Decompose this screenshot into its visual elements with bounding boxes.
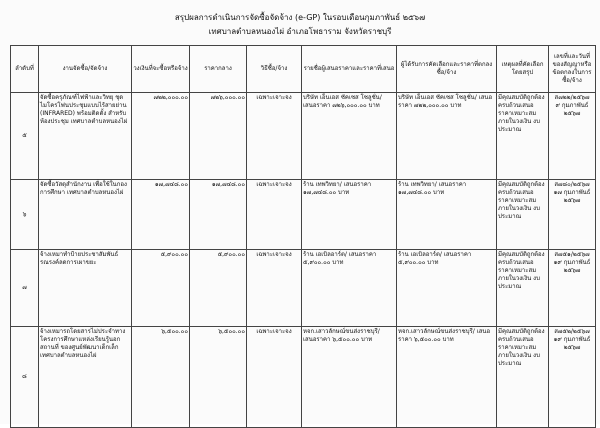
row-method: เฉพาะเจาะจง (247, 327, 302, 428)
header-budget: วงเงินที่จะซื้อหรือจ้าง (132, 46, 190, 93)
header-method: วิธีซื้อ/จ้าง (247, 46, 302, 93)
row-reason: มีคุณสมบัติถูกต้อง ครบถ้วนเสนอ ราคาเหมาะสม ภายในวงเงิน งบประมาณ (497, 180, 549, 250)
row-contract: ส๗๕๒/๒๕๖๗ ๑๙ กุมภาพันธ์ ๒๕๖๗ (549, 327, 596, 428)
table-row (11, 250, 596, 327)
row-item: จัดซื้อครุภัณฑ์ไฟฟ้าและวิทยุ ชุดไมโครโฟนประชุมแบบไร้สายย่าน (INFRARED) พร้อมติดตั้ง สำหรับห้องประชุม เทศบาลตำบลหนองไผ่ (39, 93, 132, 180)
header-reason: เหตุผลที่คัดเลือกโดยสรุป (497, 46, 549, 93)
row-median-price: ๖,๕๐๐.๐๐ (190, 327, 247, 428)
row-bidders: หจก.เสาวลักษณ์ขนส่งราชบุรี/ เสนอราคา ๖,๕๐๐.๐๐ บาท (302, 327, 397, 428)
header-winner: ผู้ได้รับการคัดเลือกและราคาที่ตกลงซื้อ/จ้าง (397, 46, 497, 93)
table-header-row (11, 46, 596, 93)
row-median-price: ๗๒๖,๐๐๐.๐๐ (190, 93, 247, 180)
row-reason: มีคุณสมบัติถูกต้อง ครบถ้วนเสนอ ราคาเหมาะสม ภายในวงเงิน งบประมาณ (497, 250, 549, 327)
row-bidders: บริษัท เอ็นเอส ซัคเซส โซลูชั่น/ เสนอราคา ๗๒๖,๐๐๐.๐๐ บาท (302, 93, 397, 180)
header-no: ลำดับที่ (11, 46, 39, 93)
row-method: เฉพาะเจาะจง (247, 93, 302, 180)
header-median-price: ราคากลาง (190, 46, 247, 93)
table-row (11, 180, 596, 250)
row-winner: บริษัท เอ็นเอส ซัคเซส โซลูชั่น/ เสนอราคา ๗๒๒,๐๐๐.๐๐ บาท (397, 93, 497, 180)
header-contract: เลขที่และวันที่ของสัญญาหรือข้อตกลงในการซื้อ/จ้าง (549, 46, 596, 93)
row-no: ๗ (11, 250, 39, 327)
row-budget: ๑๗,๗๔๘.๐๐ (132, 180, 190, 250)
row-item: จ้างเหมาทำป้ายประชาสัมพันธ์ รณรงค์ลดการเผาขยะ (39, 250, 132, 327)
document-title: สรุปผลการดำเนินการจัดซื้อจัดจ้าง (e-GP) ในรอบเดือนกุมภาพันธ์ ๒๕๖๗ (174, 13, 426, 22)
row-winner: หจก.เสาวลักษณ์ขนส่งราชบุรี/ เสนอราคา ๖,๕๐๐.๐๐ บาท (397, 327, 497, 428)
row-budget: ๖,๕๐๐.๐๐ (132, 327, 190, 428)
row-contract: ส๗๘๐/๒๕๖๗ ๑๗ กุมภาพันธ์ ๒๕๖๗ (549, 180, 596, 250)
row-no: ๘ (11, 327, 39, 428)
row-reason: มีคุณสมบัติถูกต้อง ครบถ้วนเสนอ ราคาเหมาะสม ภายในวงเงิน งบประมาณ (497, 327, 549, 428)
table-row (11, 93, 596, 180)
header-item: งานจัดซื้อ/จัดจ้าง (39, 46, 132, 93)
row-item: จ้างเหมารถโดยสารไม่ประจำทาง โครงการศึกษาแหล่งเรียนรู้นอก สถานที่ ของศูนย์พัฒนาเด็กเล็ก เทศบาลตำบลหนองไผ่ (39, 327, 132, 428)
row-bidders: ร้าน เอเบิลอาร์ต/ เสนอราคา ๕,๙๐๐.๐๐ บาท (302, 250, 397, 327)
procurement-table (10, 45, 596, 428)
row-no: ๕ (11, 93, 39, 180)
row-method: เฉพาะเจาะจง (247, 180, 302, 250)
row-winner: ร้าน เอเบิลอาร์ต/ เสนอราคา ๕,๙๐๐.๐๐ บาท (397, 250, 497, 327)
table-row (11, 327, 596, 428)
row-budget: ๗๒๒,๐๐๐.๐๐ (132, 93, 190, 180)
row-no: ๖ (11, 180, 39, 250)
row-contract: ส๗๒๒/๒๕๖๗ ๙ กุมภาพันธ์ ๒๕๖๗ (549, 93, 596, 180)
row-bidders: ร้าน เทพวิทยา/ เสนอราคา ๑๗,๗๔๘.๐๐ บาท (302, 180, 397, 250)
document-subtitle: เทศบาลตำบลหนองไผ่ อำเภอโพธาราม จังหวัดราชบุรี (208, 27, 392, 36)
row-contract: ส๗๕๑/๒๕๖๗ ๑๙ กุมภาพันธ์ ๒๕๖๗ (549, 250, 596, 327)
header-bidders: รายชื่อผู้เสนอราคาและราคาที่เสนอ (302, 46, 397, 93)
row-reason: มีคุณสมบัติถูกต้อง ครบถ้วนเสนอ ราคาเหมาะสม ภายในวงเงิน งบประมาณ (497, 93, 549, 180)
row-median-price: ๑๗,๗๔๘.๐๐ (190, 180, 247, 250)
row-method: เฉพาะเจาะจง (247, 250, 302, 327)
row-winner: ร้าน เทพวิทยา/ เสนอราคา ๑๗,๗๔๘.๐๐ บาท (397, 180, 497, 250)
row-median-price: ๕,๙๐๐.๐๐ (190, 250, 247, 327)
row-item: จัดซื้อวัสดุสำนักงาน เพื่อใช้ในกองการศึกษา เทศบาลตำบลหนองไผ่ (39, 180, 132, 250)
row-budget: ๕,๙๐๐.๐๐ (132, 250, 190, 327)
